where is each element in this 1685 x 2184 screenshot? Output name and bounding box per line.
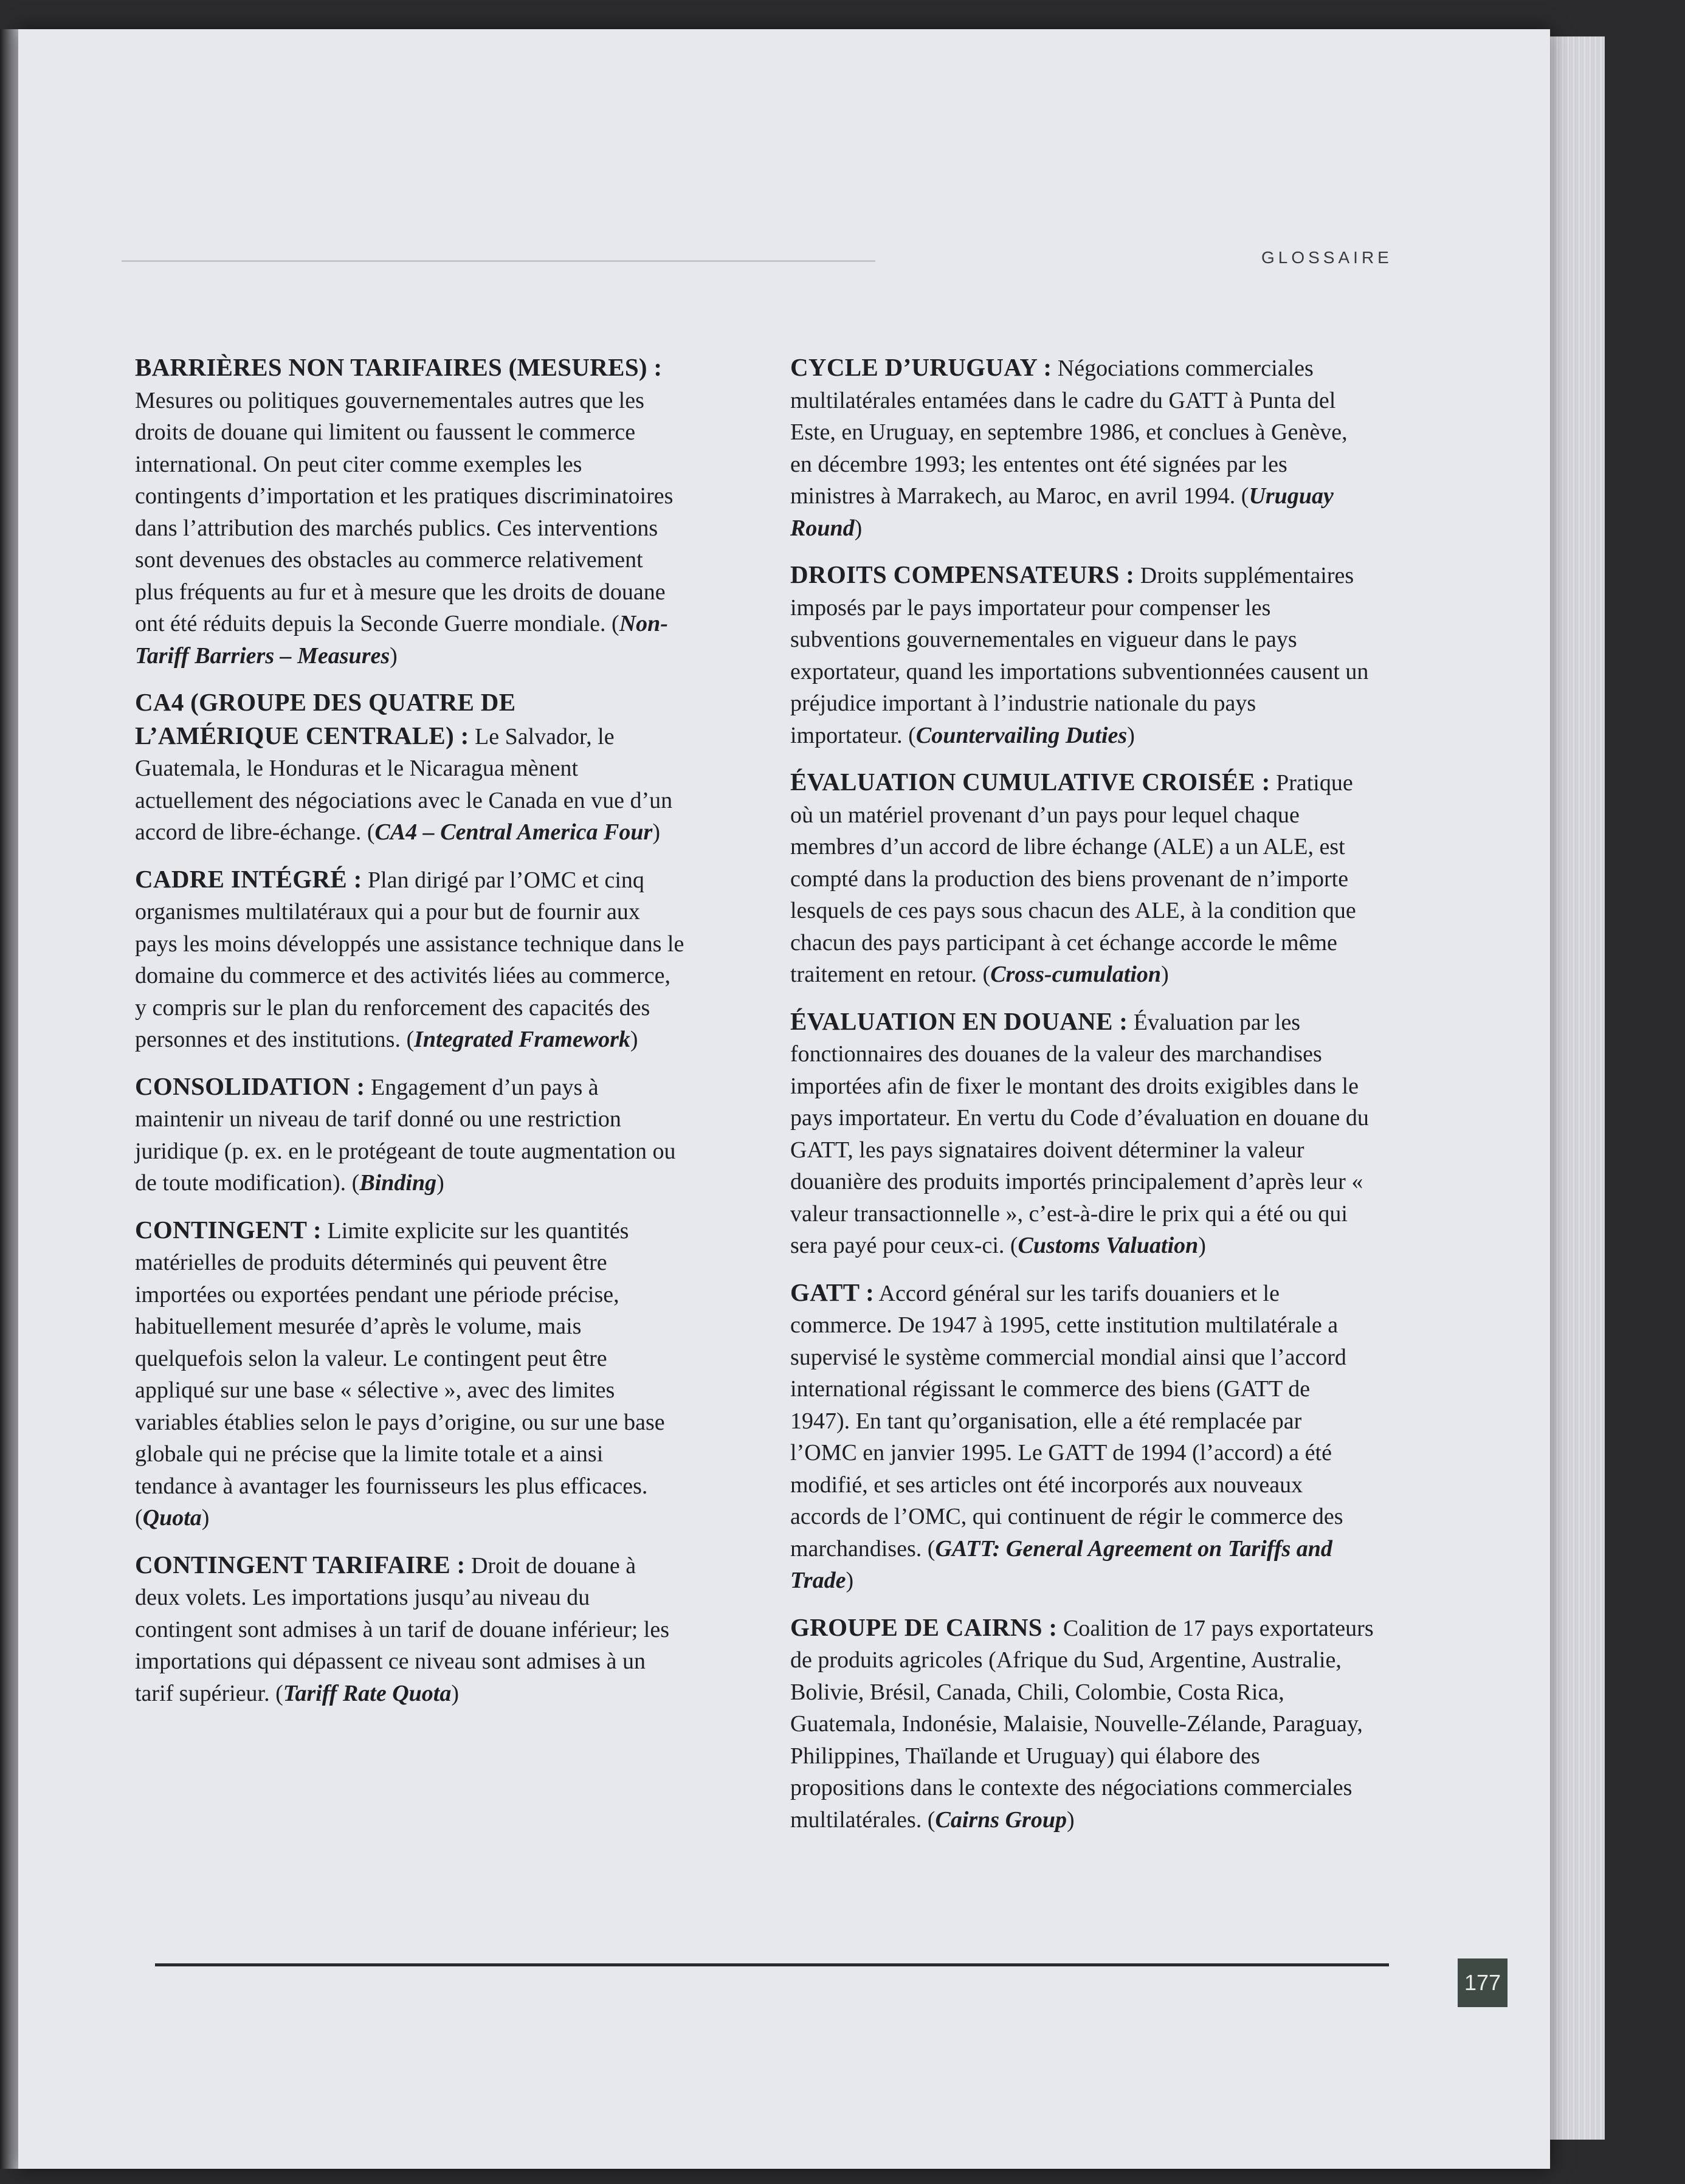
glossary-entry [790, 1276, 1374, 1597]
header-rule [122, 260, 875, 262]
entry-term: BARRIÈRES NON TARIFAIRES (MESURES) : [135, 353, 663, 381]
entry-definition: Engagement d’un pays à maintenir un niveau de tarif donné ou une restriction juridique (p. ex. en le protégeant de toute augmentation ou de toute modification). ( [135, 1074, 676, 1196]
glossary-entry [135, 863, 685, 1056]
entry-english-term: Tariff Rate Quota [283, 1680, 452, 1706]
entry-definition: Le Salvador, le Guatemala, le Honduras et le Nicaragua mènent actuellement des négociations avec le Canada en vue d’un accord de libre-échange. ( [135, 723, 673, 845]
entry-term: ÉVALUATION EN DOUANE : [790, 1007, 1128, 1035]
entry-english-term: Countervailing Duties [915, 722, 1128, 748]
entry-term: DROITS COMPENSATEURS : [790, 560, 1135, 588]
glossary-entry [135, 1214, 685, 1534]
entry-term: CONTINGENT : [135, 1215, 322, 1244]
entry-close: ) [1161, 962, 1169, 987]
entry-term: ÉVALUATION CUMULATIVE CROISÉE : [790, 768, 1270, 796]
glossary-entry [135, 1070, 685, 1199]
entry-definition: Accord général sur les tarifs douaniers et le commerce. De 1947 à 1995, cette institution multilatérale a supervisé le système commercial mondial ainsi que l’accord international régissant le commerce des biens (GATT de 1947). En tant qu’organisation, elle a été remplacée par l’OMC en janvier 1995. Le GATT de 1994 (l’accord) a été modifié, et ses articles ont été incorporés aux nouveaux accords de l’OMC, qui continuent de régir le commerce des marchandises. ( [790, 1280, 1346, 1562]
entry-close: ) [451, 1680, 459, 1706]
entry-term: GROUPE DE CAIRNS : [790, 1613, 1058, 1641]
entry-close: ) [201, 1505, 210, 1531]
footer-rule [155, 1963, 1389, 1966]
entry-close: ) [854, 515, 863, 541]
entry-term: CONSOLIDATION : [135, 1072, 365, 1100]
entry-definition: Pratique où un matériel provenant d’un pays pour lequel chaque membres d’un accord de libre échange (ALE) a un ALE, est compté dans la production des biens provenant de n’importe lesquels de ces pays sous chacun des ALE, à la condition que chacun des pays participant à cet échange accorde le même traitement en retour. ( [790, 770, 1356, 987]
entry-definition: Droits supplémentaires imposés par le pays importateur pour compenser les subventions gouvernementales en vigueur dans le pays exportateur, quand les importations subventionnées causent un préjudice important à l’industrie nationale du pays importateur. ( [790, 563, 1369, 748]
glossary-entry [790, 1005, 1374, 1262]
entry-definition: Plan dirigé par l’OMC et cinq organismes multilatéraux qui a pour but de fournir aux pays les moins développés une assistance technique dans le domaine du commerce et des activités liées au commerce, y compris sur le plan du renforcement des capacités des personnes et des institutions. ( [135, 867, 684, 1052]
entry-close: ) [436, 1170, 444, 1196]
glossary-entry [790, 351, 1374, 544]
glossary-entry [790, 559, 1374, 751]
entry-term: CADRE INTÉGRÉ : [135, 864, 362, 893]
entry-definition: Négociations commerciales multilatérales entamées dans le cadre du GATT à Punta del Este, en Uruguay, en septembre 1986, et conclues à Genève, en décembre 1993; les ententes ont été signées par les ministres à Marrakech, au Maroc, en avril 1994. ( [790, 356, 1348, 509]
left-column [135, 351, 685, 1724]
entry-term: CA4 (GROUPE DES QUATRE DE L’AMÉRIQUE CENTRALE) : [135, 688, 516, 749]
entry-english-term: CA4 – Central America Four [374, 819, 653, 845]
book-spine [0, 29, 18, 2169]
entry-close: ) [1198, 1233, 1206, 1258]
entry-definition: Limite explicite sur les quantités matérielles de produits déterminés qui peuvent être importées ou exportées pendant une période précise, habituellement mesurée d’après le volume, mais quelquefois selon la valeur. Le contingent peut être appliqué sur une base « sélective », avec des limites variables établies selon le pays d’origine, ou sur une base globale qui ne précise que la limite totale et a ainsi tendance à avantager les fournisseurs les plus efficaces. ( [135, 1218, 665, 1531]
entry-english-term: Uruguay Round [790, 483, 1334, 541]
entry-english-term: Integrated Framework [414, 1027, 630, 1052]
entry-close: ) [846, 1568, 854, 1593]
entry-english-term: Cairns Group [935, 1807, 1067, 1833]
glossary-entry [135, 351, 685, 672]
entry-english-term: Non-Tariff Barriers – Measures [135, 611, 668, 669]
entry-english-term: Binding [359, 1170, 437, 1196]
entry-definition: Mesures ou politiques gouvernementales autres que les droits de douane qui limitent ou faussent le commerce international. On peut citer comme exemples les contingents d’importation et les pratiques discriminatoires dans l’attribution des marchés publics. Ces interventions sont devenues des obstacles au commerce relativement plus fréquents au fur et à mesure que les droits de douane ont été réduits depuis la Seconde Guerre mondiale. ( [135, 387, 674, 636]
glossary-entry [790, 766, 1374, 991]
entry-english-term: Customs Valuation [1018, 1233, 1199, 1258]
entry-term: GATT : [790, 1278, 875, 1306]
entry-close: ) [652, 819, 660, 845]
right-column [790, 351, 1374, 1850]
entry-close: ) [1066, 1807, 1075, 1833]
entry-term: CYCLE D’URUGUAY : [790, 353, 1052, 381]
entry-close: ) [630, 1027, 638, 1052]
entry-english-term: GATT: General Agreement on Tariffs and Trade [790, 1535, 1332, 1593]
glossary-entry [135, 686, 685, 849]
entry-close: ) [1127, 722, 1135, 748]
entry-close: ) [390, 642, 398, 669]
page-number: 177 [1458, 1958, 1508, 2007]
entry-definition: Évaluation par les fonctionnaires des douanes de la valeur des marchandises importées afin de fixer le montant des droits exigibles dans le pays importateur. En vertu du Code d’évaluation en douane du GATT, les pays signataires doivent déterminer la valeur douanière des produits importés principalement d’après leur « valeur transactionnelle », c’est-à-dire le prix qui a été ou qui sera payé pour ceux-ci. ( [790, 1009, 1369, 1258]
glossary-entry [790, 1611, 1374, 1836]
glossary-entry [135, 1549, 685, 1710]
entry-english-term: Quota [142, 1505, 202, 1531]
entry-english-term: Cross-cumulation [990, 962, 1162, 987]
running-head: GLOSSAIRE [1261, 248, 1393, 267]
entry-term: CONTINGENT TARIFAIRE : [135, 1550, 466, 1579]
entry-definition: Coalition de 17 pays exportateurs de produits agricoles (Afrique du Sud, Argentine, Australie, Bolivie, Brésil, Canada, Chili, Colombie, Costa Rica, Guatemala, Indonésie, Malaisie, Nouvelle-Zélande, Paraguay, Philippines, Thaïlande et Uruguay) qui élabore des propositions dans le contexte des négociations commerciales multilatérales. ( [790, 1615, 1374, 1833]
entry-definition: Droit de douane à deux volets. Les importations jusqu’au niveau du contingent sont admises à un tarif de douane inférieur; les importations qui dépassent ce niveau sont admises à un tarif supérieur. ( [135, 1552, 670, 1706]
